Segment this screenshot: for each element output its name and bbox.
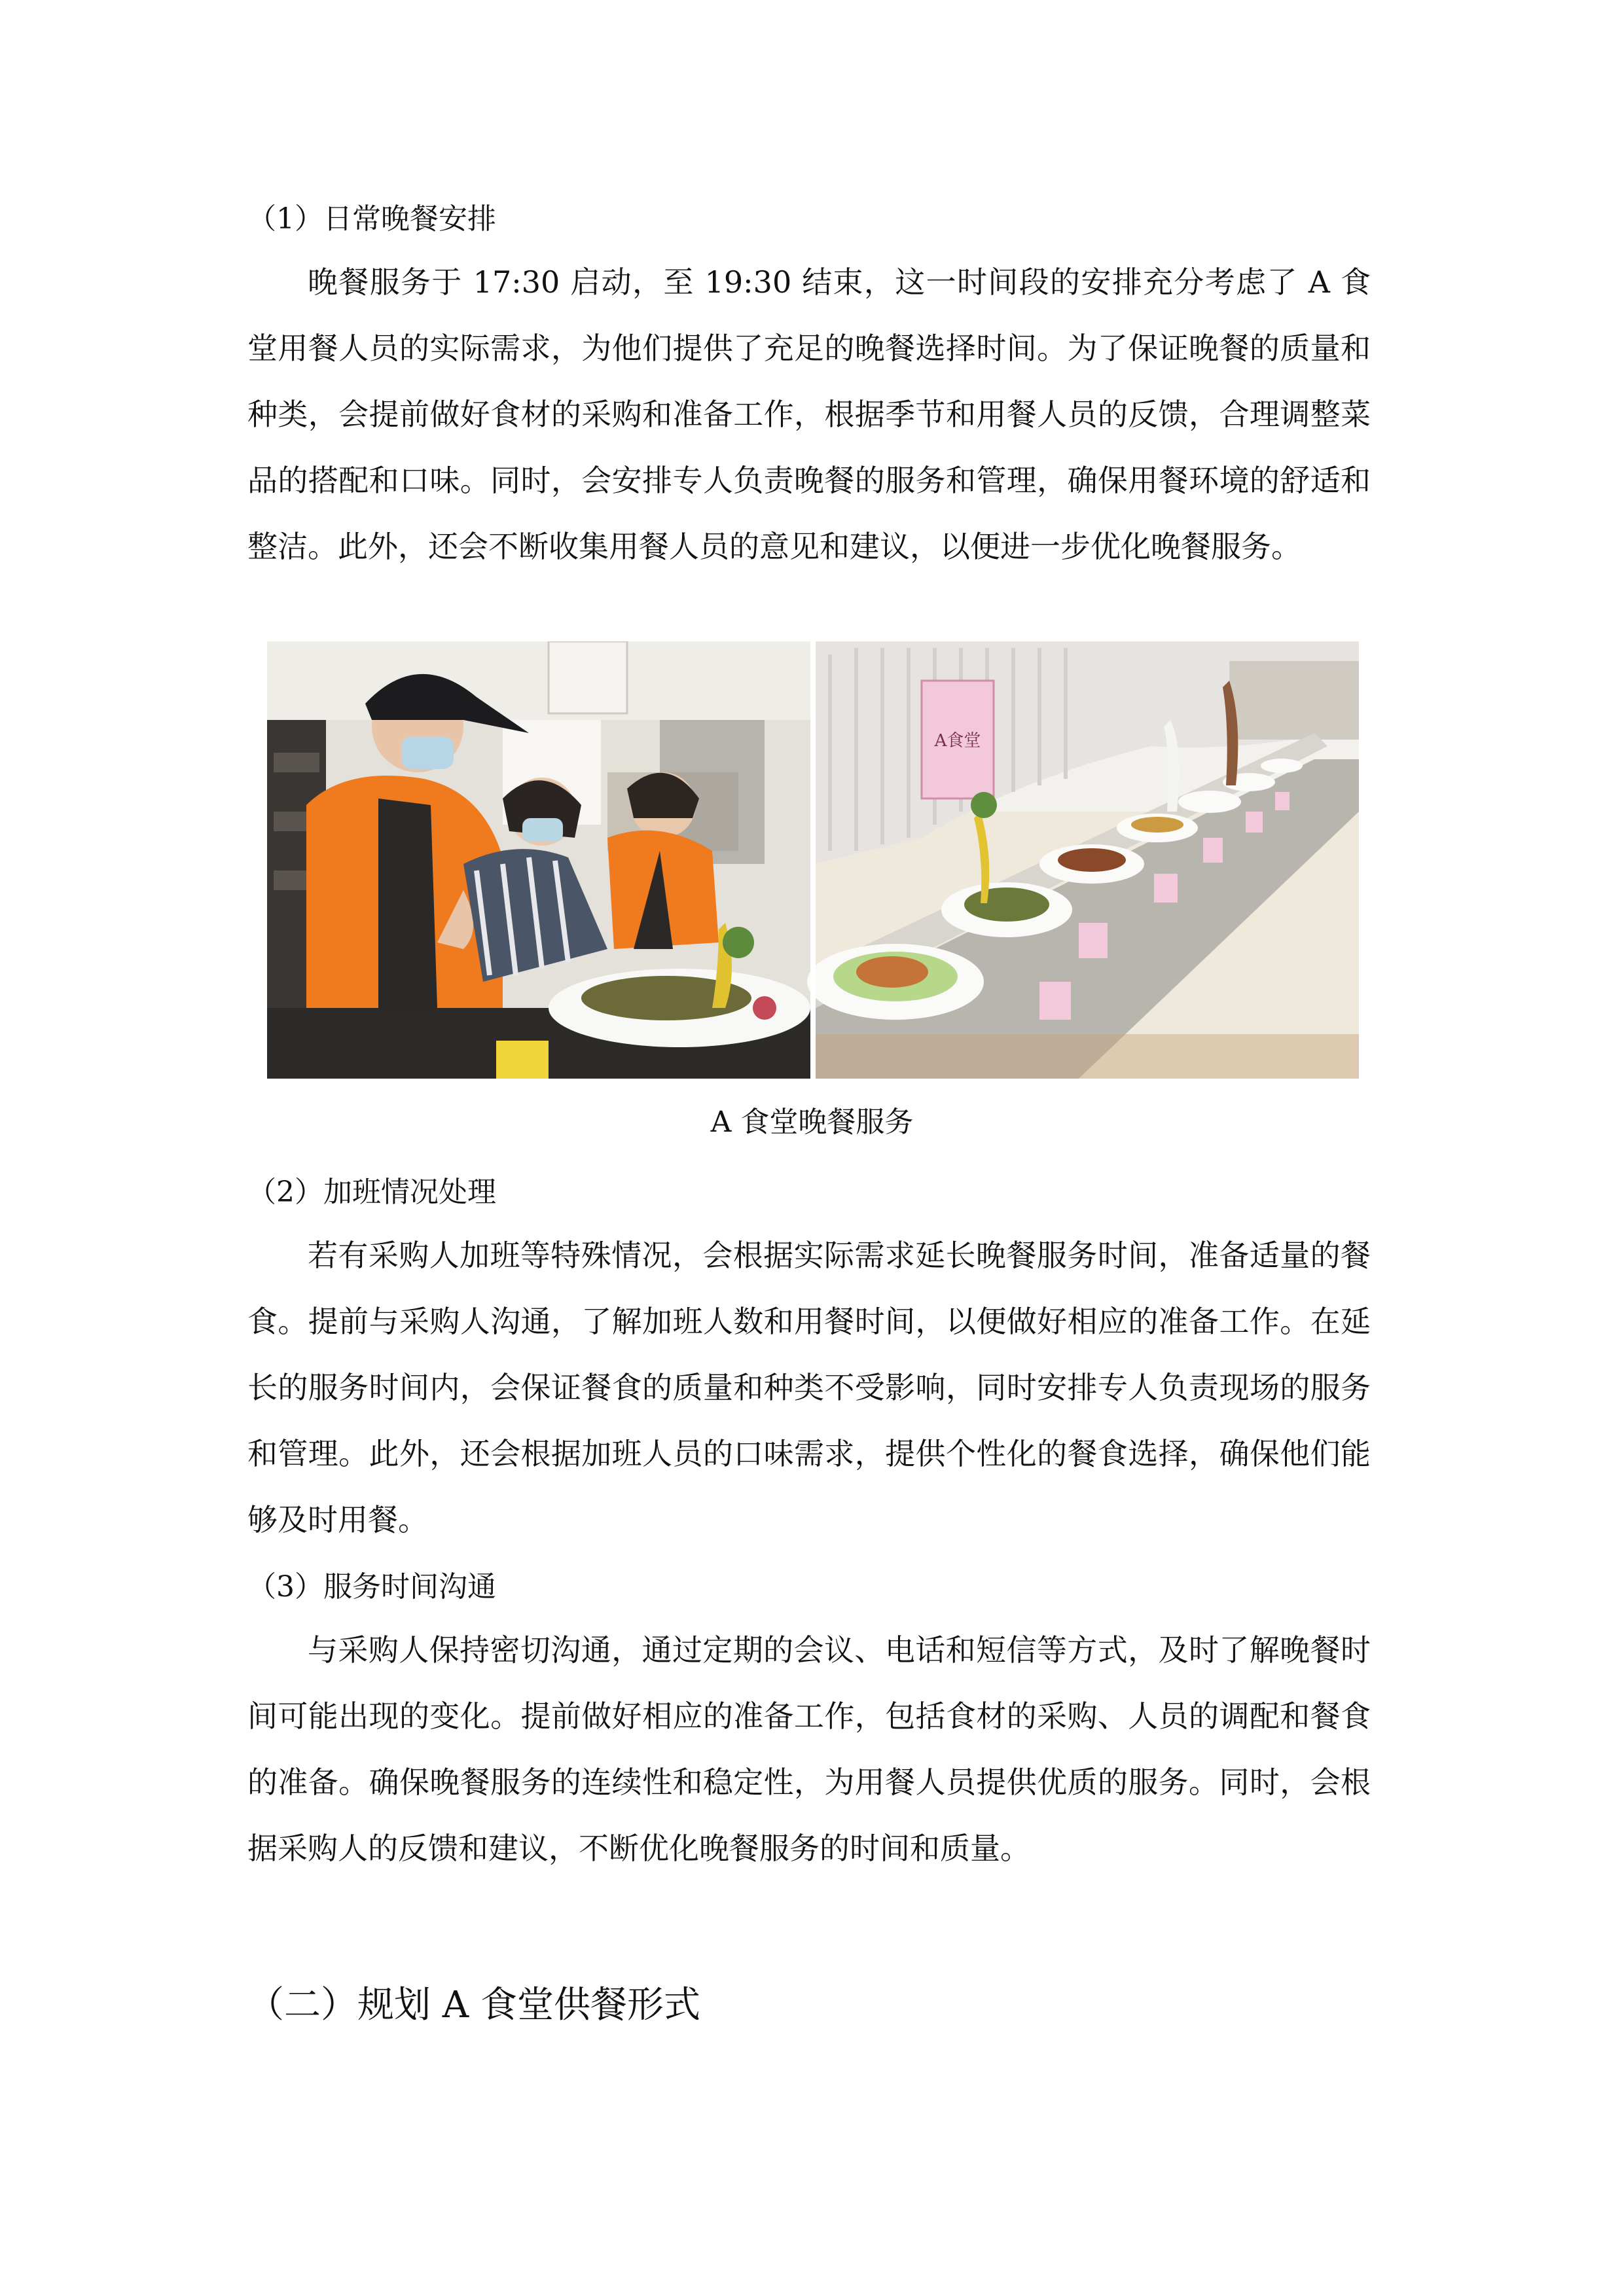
figure-caption: A 食堂晚餐服务	[710, 1105, 914, 1139]
left-photo-kitchen	[267, 641, 810, 1079]
subheading-daily-dinner: （1）日常晚餐安排	[247, 202, 496, 236]
right-photo-buffet	[807, 641, 1359, 1079]
paragraph-time-communication: 与采购人保持密切沟通，通过定期的会议、电话和短信等方式，及时了解晚餐时间可能出现的变化。提前做好相应的准备工作，包括食材的采购、人员的调配和餐食的准备。确保晚餐服务的连续性和稳定性，为用餐人员提供优质的服务。同时，会根据采购人的反馈和建议，不断优化晚餐服务的时间和质量。	[247, 1632, 1371, 1866]
figure-dinner-service-photo	[267, 641, 1359, 1079]
subheading-time-communication: （3）服务时间沟通	[247, 1570, 496, 1604]
section-heading-meal-format: （二）规划 A 食堂供餐形式	[247, 1984, 701, 2026]
sign-label: A食堂	[934, 731, 981, 751]
subheading-overtime: （2）加班情况处理	[247, 1175, 496, 1209]
paragraph-daily-dinner: 晚餐服务于 17:30 启动，至 19:30 结束，这一时间段的安排充分考虑了 A 食堂用餐人员的实际需求，为他们提供了充足的晚餐选择时间。为了保证晚餐的质量和种类，会提前做好食材的采购和准备工作，根据季节和用餐人员的反馈，合理调整菜品的搭配和口味。同时，会安排专人负责晚餐的服务和管理，确保用餐环境的舒适和整洁。此外，还会不断收集用餐人员的意见和建议，以便进一步优化晚餐服务。	[247, 264, 1371, 564]
paragraph-overtime: 若有采购人加班等特殊情况，会根据实际需求延长晚餐服务时间，准备适量的餐食。提前与采购人沟通，了解加班人数和用餐时间，以便做好相应的准备工作。在延长的服务时间内，会保证餐食的质量和种类不受影响，同时安排专人负责现场的服务和管理。此外，还会根据加班人员的口味需求，提供个性化的餐食选择，确保他们能够及时用餐。	[247, 1238, 1371, 1537]
